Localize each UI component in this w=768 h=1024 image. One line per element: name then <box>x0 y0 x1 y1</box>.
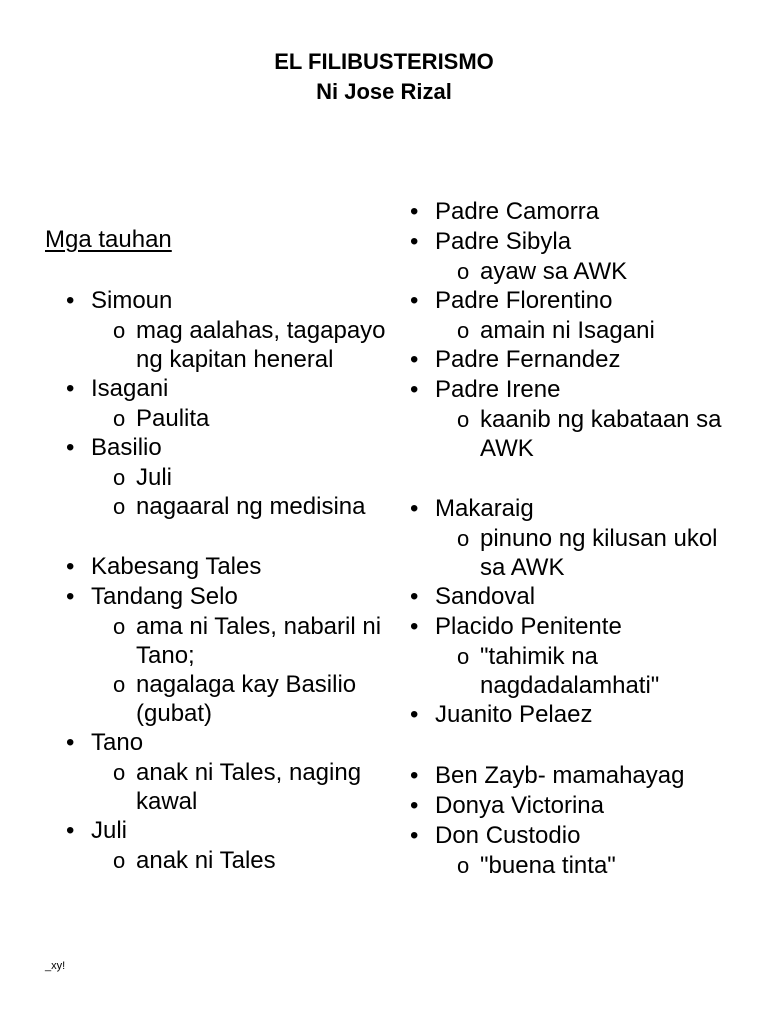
bullet-icon: • <box>410 287 419 314</box>
character-detail <box>410 316 740 345</box>
character-detail <box>66 758 386 816</box>
bullet-icon: • <box>410 822 419 849</box>
character-name: Juli <box>91 817 128 844</box>
list-spacer <box>410 730 740 761</box>
sub-bullet-icon: o <box>457 407 470 432</box>
character-item <box>410 197 740 227</box>
bullet-icon: • <box>410 583 419 610</box>
sub-bullet-icon: o <box>113 318 126 343</box>
character-detail <box>410 851 740 880</box>
bullet-icon: • <box>66 287 75 314</box>
character-detail <box>66 612 386 670</box>
document-title: EL FILIBUSTERISMO <box>274 49 494 74</box>
character-name: Don Custodio <box>435 822 581 849</box>
detail-text: "tahimik na nagdadalamhati" <box>480 643 660 699</box>
sub-bullet-icon: o <box>113 614 126 639</box>
character-detail <box>66 492 386 521</box>
character-name: Basilio <box>91 434 162 461</box>
sub-bullet-icon: o <box>113 760 126 785</box>
character-item <box>66 286 386 316</box>
sub-bullet-icon: o <box>457 318 470 343</box>
character-item <box>410 761 740 791</box>
bullet-icon: • <box>410 198 419 225</box>
character-item <box>410 582 740 612</box>
character-item <box>66 433 386 463</box>
character-name: Juanito Pelaez <box>435 701 593 728</box>
character-item <box>66 582 386 612</box>
bullet-icon: • <box>66 817 75 844</box>
character-item <box>66 816 386 846</box>
character-name: Padre Camorra <box>435 198 600 225</box>
detail-text: "buena tinta" <box>480 852 616 879</box>
bullet-icon: • <box>410 228 419 255</box>
character-name: Padre Fernandez <box>435 346 621 373</box>
sub-bullet-icon: o <box>457 526 470 551</box>
character-detail <box>410 257 740 286</box>
bullet-icon: • <box>66 375 75 402</box>
character-item <box>66 374 386 404</box>
sub-bullet-icon: o <box>457 853 470 878</box>
character-item <box>410 227 740 257</box>
detail-text: Juli <box>136 464 173 491</box>
detail-text: amain ni Isagani <box>480 317 655 344</box>
character-name: Ben Zayb- mamahayag <box>435 762 685 789</box>
bullet-icon: • <box>410 346 419 373</box>
bullet-icon: • <box>66 553 75 580</box>
footer-note: _xy! <box>45 960 66 972</box>
bullet-icon: • <box>410 376 419 403</box>
detail-text: Paulita <box>136 405 210 432</box>
character-detail <box>66 670 386 728</box>
character-item <box>410 286 740 316</box>
character-name: Padre Florentino <box>435 287 613 314</box>
sub-bullet-icon: o <box>457 259 470 284</box>
sub-bullet-icon: o <box>113 848 126 873</box>
character-name: Isagani <box>91 375 169 402</box>
detail-text: mag aalahas, tagapayo ng kapitan heneral <box>136 317 386 373</box>
character-name: Makaraig <box>435 495 534 522</box>
character-item <box>410 375 740 405</box>
character-detail <box>66 463 386 492</box>
character-detail <box>66 316 386 374</box>
character-item <box>410 791 740 821</box>
sub-bullet-icon: o <box>113 672 126 697</box>
bullet-icon: • <box>66 583 75 610</box>
section-heading: Mga tauhan <box>45 226 172 253</box>
character-name: Padre Sibyla <box>435 228 572 255</box>
character-detail <box>410 405 740 463</box>
character-detail <box>410 524 740 582</box>
character-name: Padre Irene <box>435 376 561 403</box>
character-detail <box>66 846 386 875</box>
bullet-icon: • <box>410 792 419 819</box>
character-list-left <box>66 286 386 875</box>
detail-text: anak ni Tales, naging kawal <box>136 759 362 815</box>
character-item <box>410 494 740 524</box>
character-item <box>410 700 740 730</box>
bullet-icon: • <box>410 762 419 789</box>
list-spacer <box>410 463 740 494</box>
character-item <box>410 345 740 375</box>
character-name: Sandoval <box>435 583 536 610</box>
detail-text: ama ni Tales, nabaril ni Tano; <box>136 613 382 669</box>
detail-text: pinuno ng kilusan ukol sa AWK <box>480 525 718 581</box>
character-name: Donya Victorina <box>435 792 604 819</box>
character-name: Placido Penitente <box>435 613 622 640</box>
detail-text: anak ni Tales <box>136 847 276 874</box>
character-detail <box>410 642 740 700</box>
character-item <box>66 552 386 582</box>
bullet-icon: • <box>410 613 419 640</box>
sub-bullet-icon: o <box>113 465 126 490</box>
list-spacer <box>66 521 386 552</box>
character-list-right <box>410 197 740 880</box>
detail-text: nagalaga kay Basilio (gubat) <box>136 671 357 727</box>
character-name: Kabesang Tales <box>91 553 262 580</box>
bullet-icon: • <box>410 701 419 728</box>
sub-bullet-icon: o <box>457 644 470 669</box>
character-name: Tano <box>91 729 144 756</box>
character-name: Tandang Selo <box>91 583 238 610</box>
bullet-icon: • <box>410 495 419 522</box>
sub-bullet-icon: o <box>113 494 126 519</box>
bullet-icon: • <box>66 729 75 756</box>
document-subtitle: Ni Jose Rizal <box>316 79 452 104</box>
character-item <box>410 612 740 642</box>
character-item <box>410 821 740 851</box>
detail-text: nagaaral ng medisina <box>136 493 366 520</box>
character-name: Simoun <box>91 287 173 314</box>
character-detail <box>66 404 386 433</box>
bullet-icon: • <box>66 434 75 461</box>
character-item <box>66 728 386 758</box>
detail-text: ayaw sa AWK <box>480 258 628 285</box>
detail-text: kaanib ng kabataan sa AWK <box>480 406 722 462</box>
sub-bullet-icon: o <box>113 406 126 431</box>
